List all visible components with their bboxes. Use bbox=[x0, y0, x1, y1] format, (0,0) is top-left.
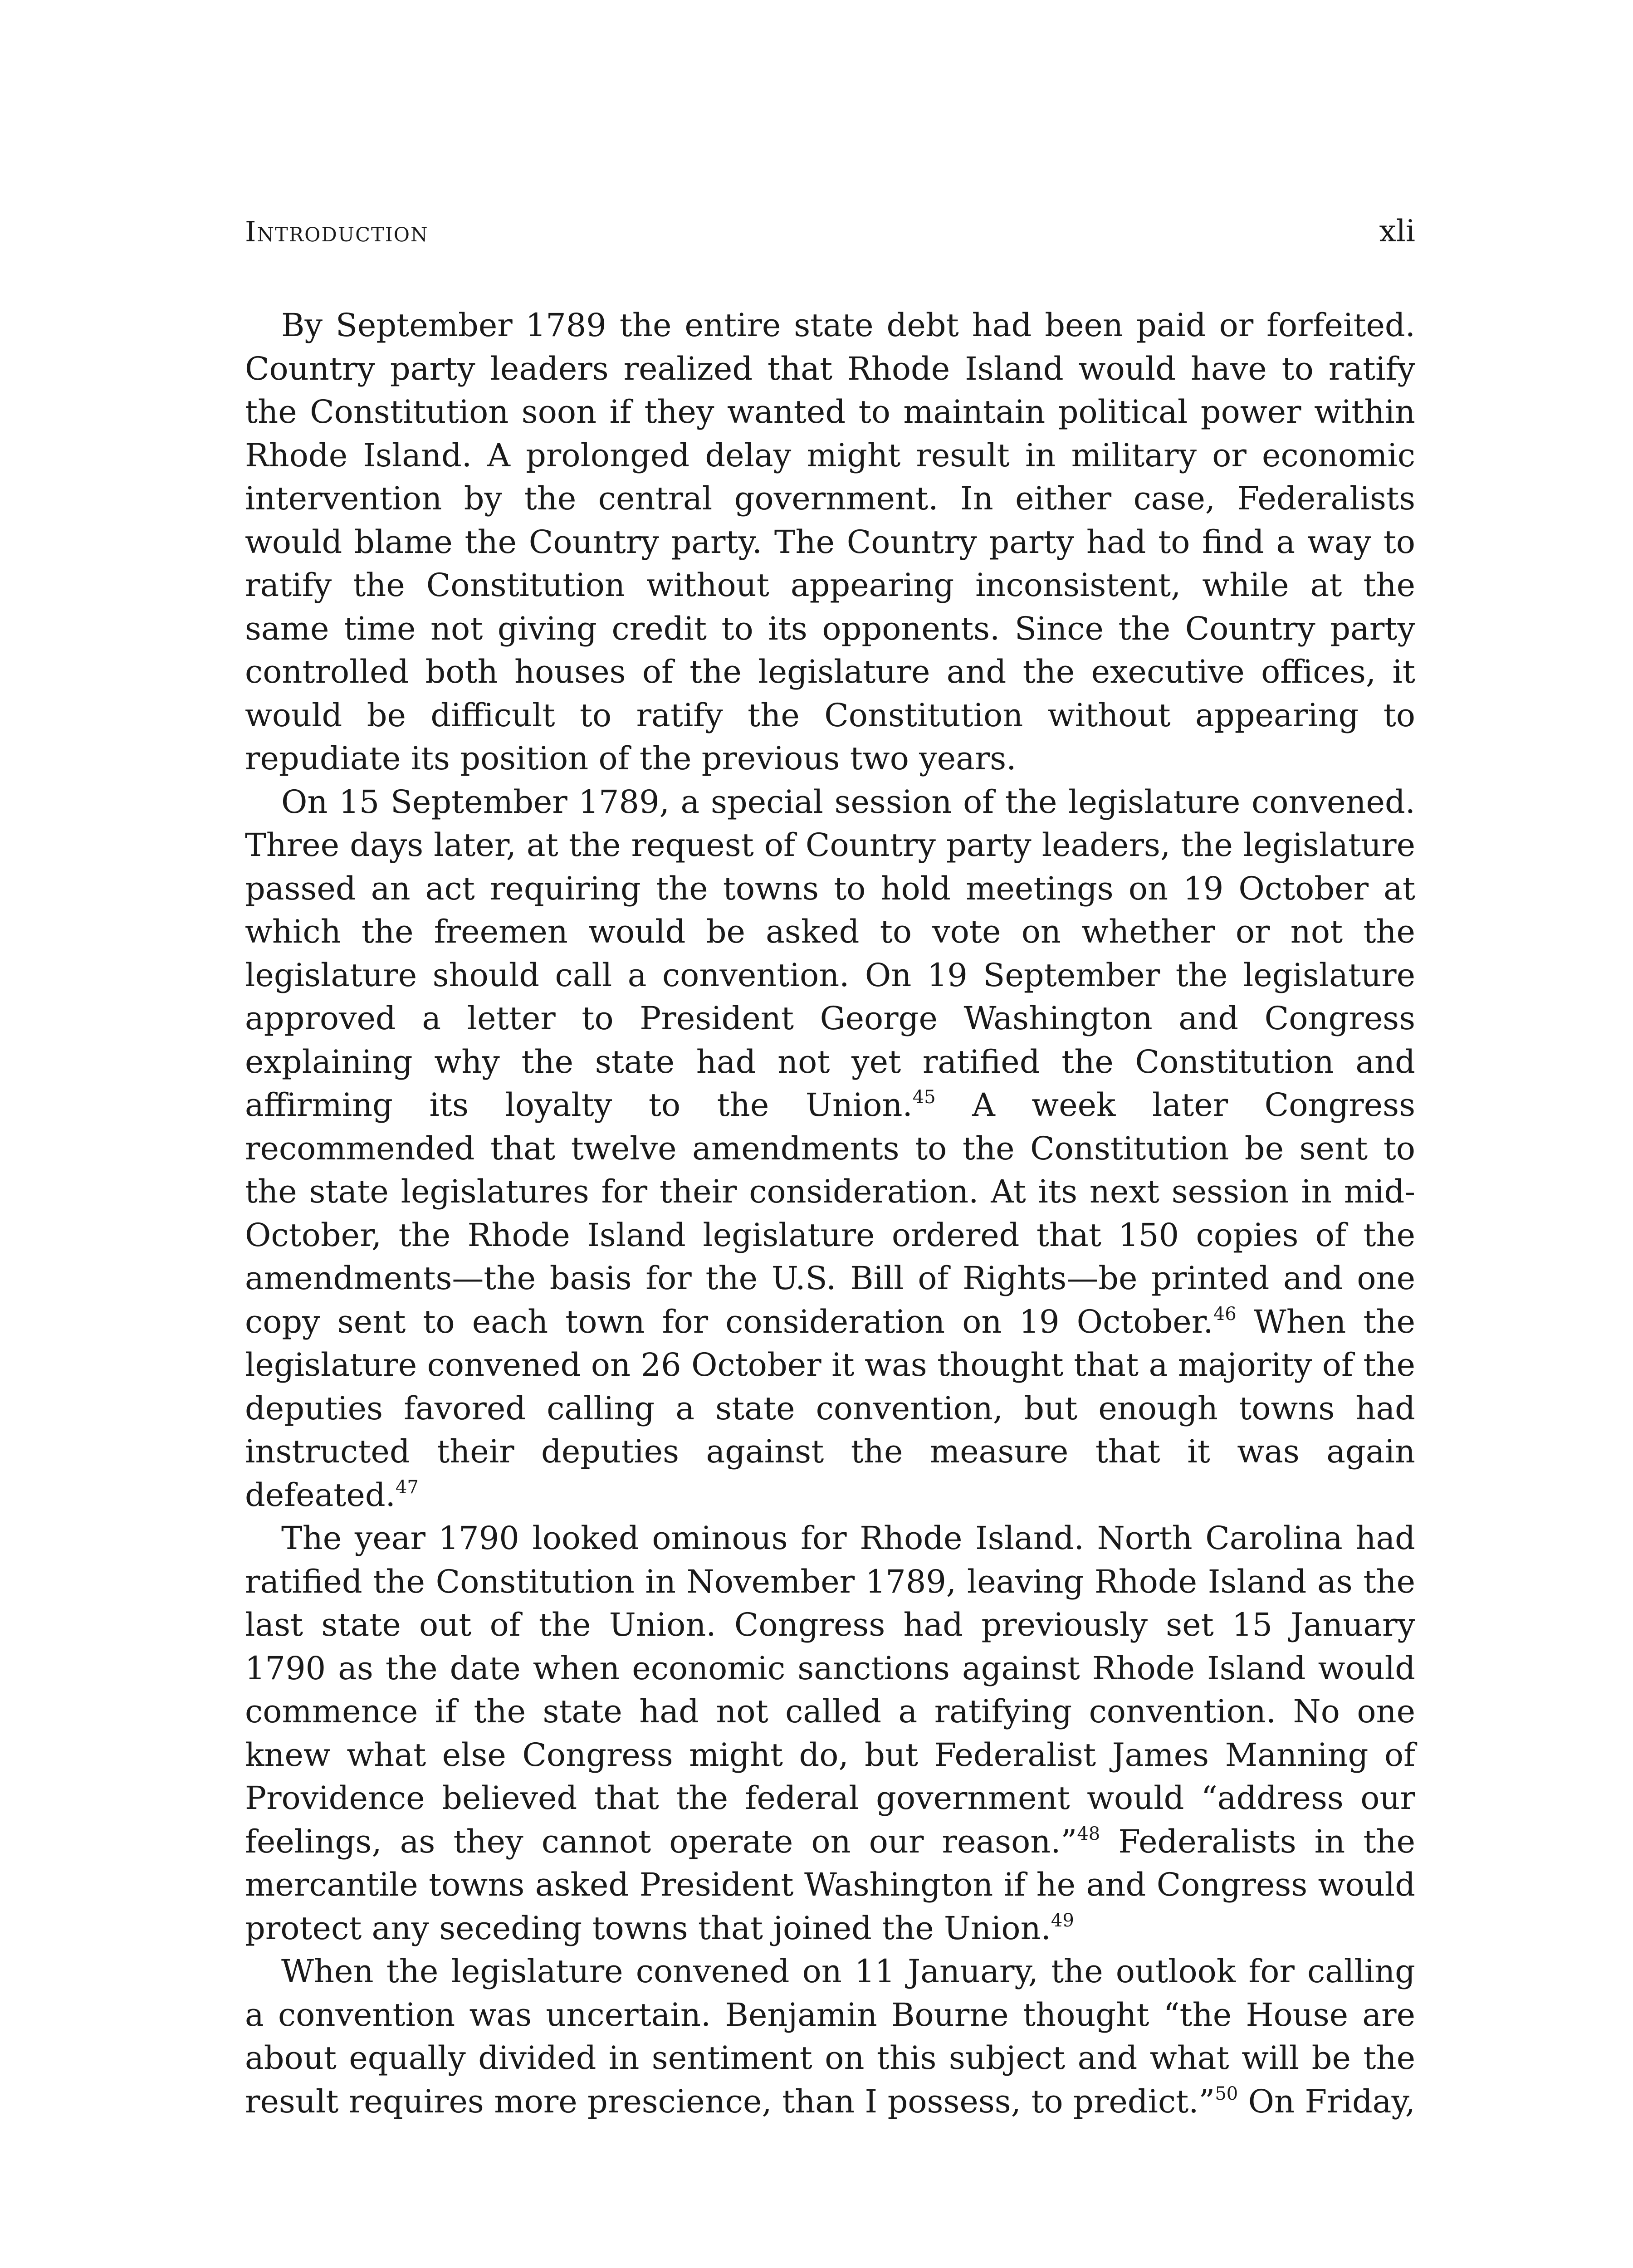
paragraph bbox=[245, 1517, 1415, 1950]
text-run: When the legislature convened on 11 January, the outlook for calling a convention was uncertain. Benjamin Bourne thought “the House are about equally divided in sentiment on this subject and what will be the result requires more prescience, than I possess, to predict.” bbox=[245, 1953, 1415, 2120]
text-run: Federalists in the mercantile towns asked President Washington if he and Congress would protect any seceding towns that joined the Union. bbox=[245, 1823, 1415, 1947]
footnote-ref: 48 bbox=[1077, 1823, 1100, 1844]
page-number: xli bbox=[1379, 214, 1415, 249]
footnote-ref: 46 bbox=[1213, 1303, 1237, 1325]
text-run: A week later Congress recommended that twelve amendments to the Constitution be sent to the state legislatures for their consideration. At its next session in mid-October, the Rhode Island legislature ordered that 150 copies of the amendments—the basis for the U.S. Bill of Rights—be printed and one copy sent to each town for consideration on 19 October. bbox=[245, 1086, 1415, 1340]
book-page bbox=[245, 213, 1415, 2123]
body-text bbox=[245, 304, 1415, 2123]
text-run: When the legislature convened on 26 October it was thought that a majority of the deputies favored calling a state convention, but enough towns had instructed their deputies against the measure that it was again defeated. bbox=[245, 1303, 1415, 1514]
footnote-ref: 49 bbox=[1051, 1910, 1074, 1931]
footnote-ref: 50 bbox=[1215, 2083, 1238, 2104]
paragraph bbox=[245, 781, 1415, 1517]
text-run: On 15 September 1789, a special session of the legislature convened. Three days later, at the request of Country party leaders, the legislature passed an act requiring the towns to hold meetings on 19 October at which the freemen would be asked to vote on whether or not the legislature should call a convention. On 19 September the legislature approved a letter to President George Washington and Congress explaining why the state had not yet ratified the Constitution and affirming its loyalty to the Union. bbox=[245, 783, 1415, 1124]
running-head bbox=[245, 213, 1415, 249]
footnote-ref: 47 bbox=[395, 1476, 419, 1498]
footnote-ref: 45 bbox=[912, 1087, 936, 1108]
text-run: The year 1790 looked ominous for Rhode Island. North Carolina had ratified the Constitution in November 1789, leaving Rhode Island as the last state out of the Union. Congress had previously set 15 January 1790 as the date when economic sanctions against Rhode Island would commence if the state had not called a ratifying convention. No one knew what else Congress might do, but Federalist James Manning of Providence believed that the federal government would “address our feelings, as they cannot operate on our reason.” bbox=[245, 1520, 1415, 1860]
text-run: On Friday, bbox=[1238, 2082, 1415, 2120]
paragraph bbox=[245, 1950, 1415, 2123]
text-run: By September 1789 the entire state debt had been paid or forfeited. Country party leaders realized that Rhode Island would have to ratify the Constitution soon if they wanted to maintain political power within Rhode Island. A prolonged delay might result in military or economic intervention by the central government. In either case, Federalists would blame the Country party. The Country party had to find a way to ratify the Constitution without appearing inconsistent, while at the same time not giving credit to its opponents. Since the Country party controlled both houses of the legislature and the executive offices, it would be difficult to ratify the Constitution without appearing to repudiate its position of the previous two years. bbox=[245, 307, 1415, 777]
paragraph bbox=[245, 304, 1415, 781]
running-title: Introduction bbox=[245, 215, 429, 248]
